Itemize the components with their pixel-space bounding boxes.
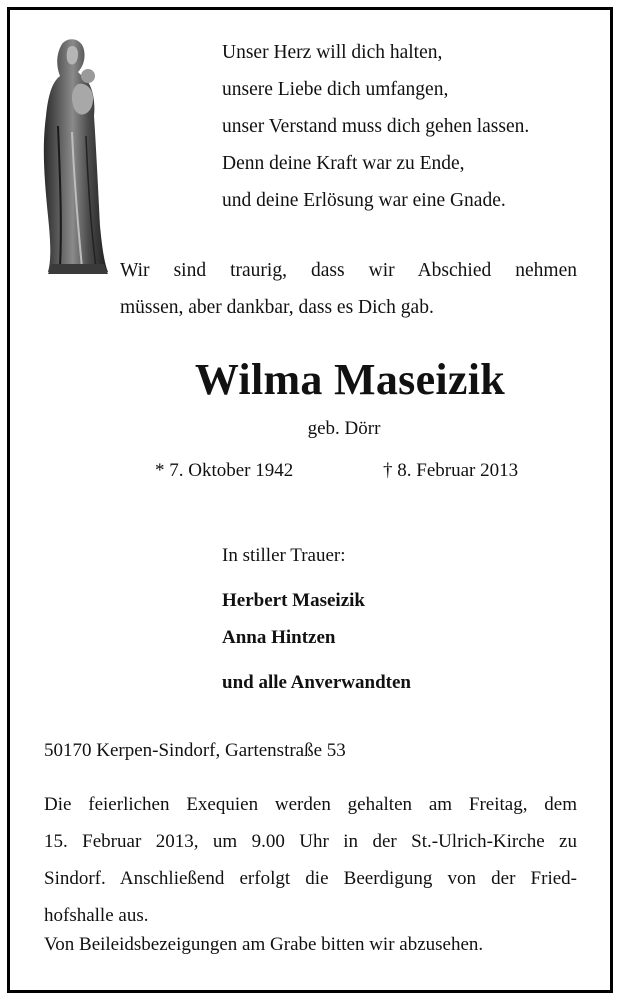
poem-line: Unser Herz will dich halten,	[222, 42, 443, 63]
maiden-name: geb. Dörr	[307, 418, 381, 439]
intro-text	[120, 252, 577, 326]
intro-line: Wir sind traurig, dass wir Abschied nehmen	[120, 260, 577, 281]
poem-line: unsere Liebe dich umfangen,	[222, 79, 449, 100]
mourners-others: und alle Anverwandten	[222, 672, 411, 693]
service-line: Die feierlichen Exequien werden gehalten am Freitag, dem	[44, 794, 577, 815]
poem	[222, 34, 602, 219]
service-line: Sindorf. Anschließend erfolgt die Beerdigung von der Fried-	[44, 868, 577, 889]
birth-date: * 7. Oktober 1942	[155, 460, 294, 481]
mourner-name: Anna Hintzen	[222, 627, 336, 648]
death-date: † 8. Februar 2013	[383, 460, 519, 481]
poem-line: Denn deine Kraft war zu Ende,	[222, 153, 465, 174]
mourner-name: Herbert Maseizik	[222, 590, 365, 611]
address: 50170 Kerpen-Sindorf, Gartenstraße 53	[44, 740, 346, 761]
service-line: 15. Februar 2013, um 9.00 Uhr in der St.-Ulrich-Kirche zu	[44, 831, 577, 852]
closing-note: Von Beileidsbezeigungen am Grabe bitten wir abzusehen.	[44, 934, 484, 955]
deceased-name: Wilma Maseizik	[194, 355, 506, 404]
poem-line: und deine Erlösung war eine Gnade.	[222, 190, 506, 211]
mourners-label: In stiller Trauer:	[222, 545, 346, 566]
service-details	[44, 786, 577, 934]
poem-line: unser Verstand muss dich gehen lassen.	[222, 116, 530, 137]
madonna-statue-icon	[38, 36, 110, 276]
service-line: hofshalle aus.	[44, 905, 149, 926]
intro-line: müssen, aber dankbar, dass es Dich gab.	[120, 297, 434, 318]
